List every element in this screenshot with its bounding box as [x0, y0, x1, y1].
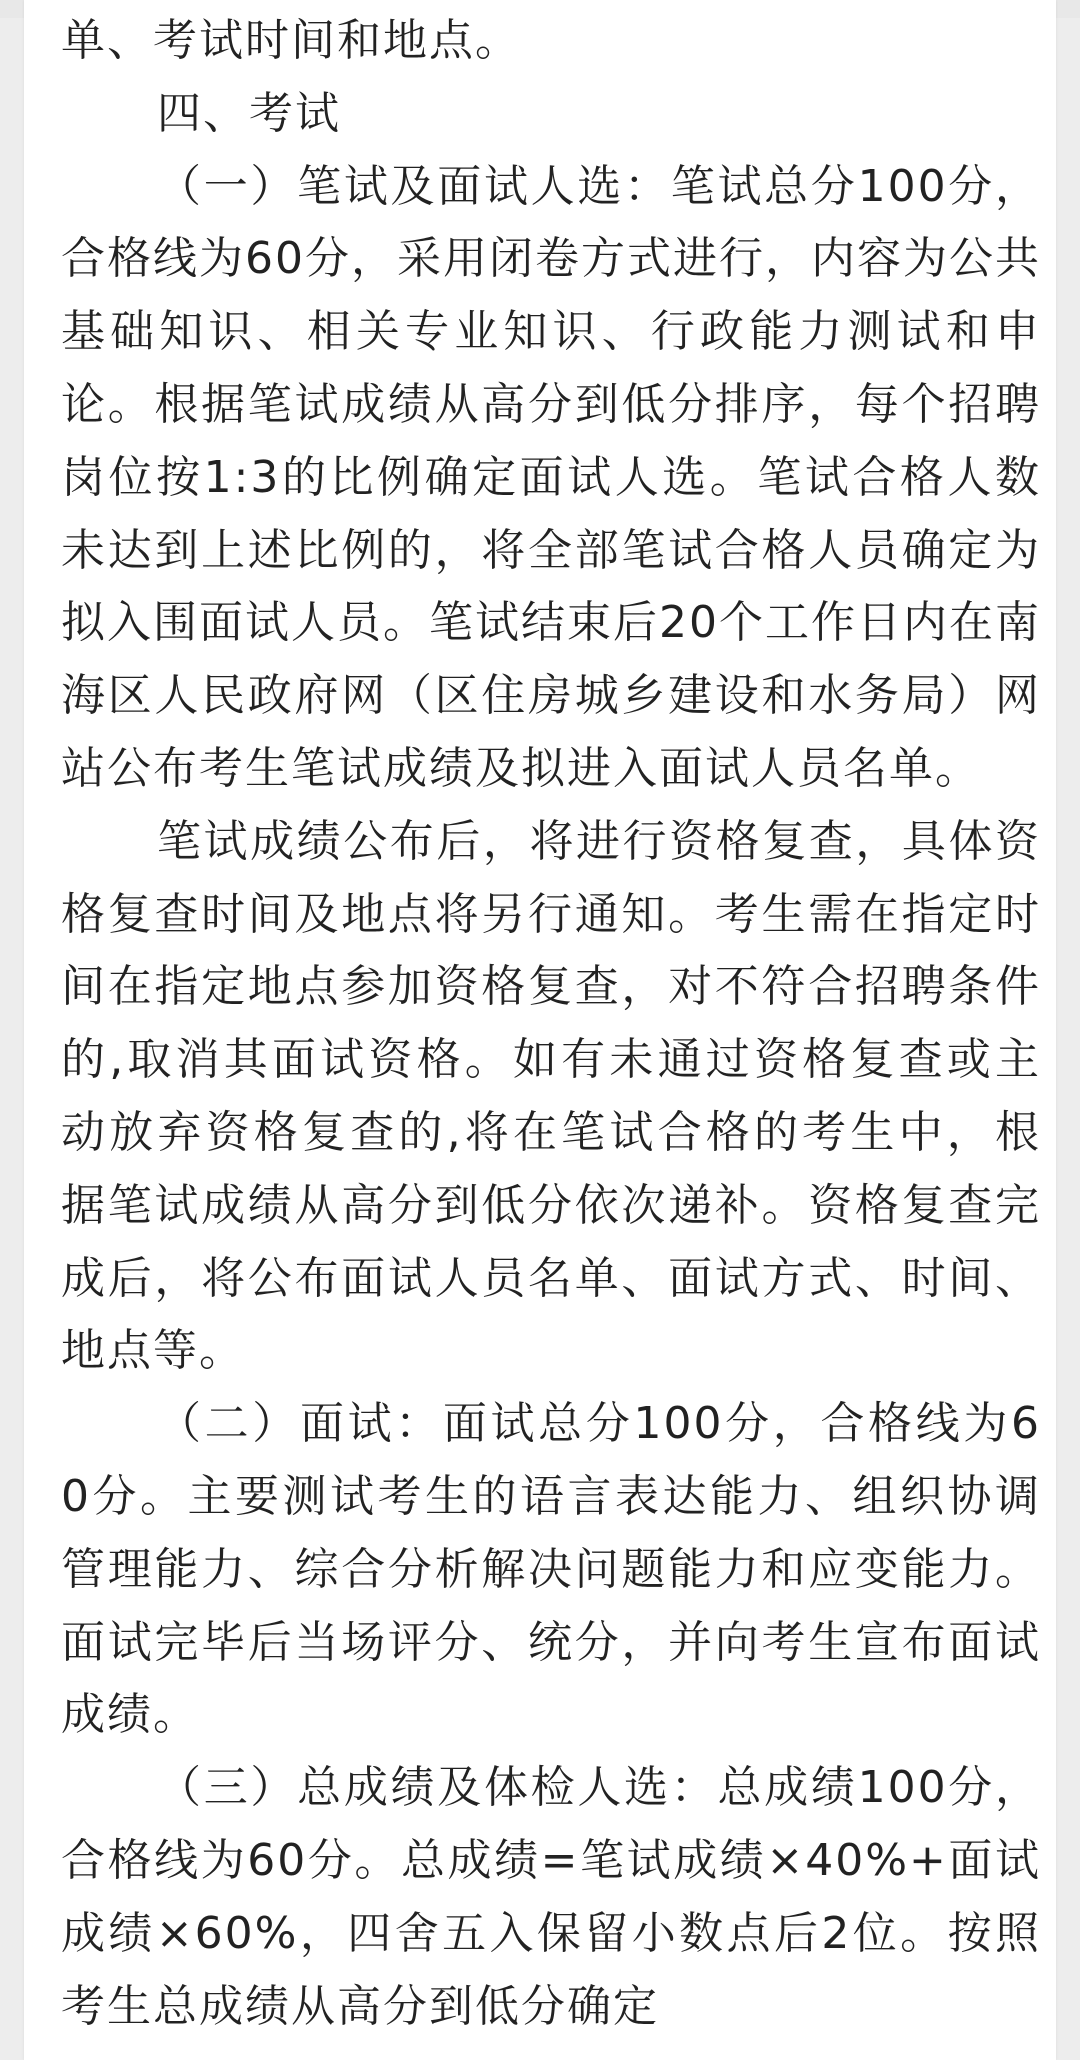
document-body: [61, 5, 1041, 2043]
paragraph-qualification-review: 笔试成绩公布后，将进行资格复查，具体资格复查时间及地点将另行通知。考生需在指定时间在指定地点参加资格复查，对不符合招聘条件的,取消其面试资格。如有未通过资格复查或主动放弃资格复查的,将在笔试合格的考生中，根据笔试成绩从高分到低分依次递补。资格复查完成后，将公布面试人员名单、面试方式、时间、地点等。: [61, 815, 1041, 1377]
paragraph-written-exam: （一）笔试及面试人选：笔试总分100分，合格线为60分，采用闭卷方式进行，内容为公共基础知识、相关专业知识、行政能力测试和申论。根据笔试成绩从高分到低分排序，每个招聘岗位按1:3的比例确定面试人选。笔试合格人数未达到上述比例的，将全部笔试合格人员确定为拟入围面试人员。笔试结束后20个工作日内在南海区人民政府网（区住房城乡建设和水务局）网站公布考生笔试成绩及拟进入面试人员名单。: [61, 160, 1041, 794]
section-heading-exam: 四、考试: [157, 87, 341, 139]
paragraph-interview: （二）面试：面试总分100分，合格线为60分。主要测试考生的语言表达能力、组织协调管理能力、综合分析解决问题能力和应变能力。面试完毕后当场评分、统分，并向考生宣布面试成绩。: [61, 1398, 1041, 1741]
document-page: [24, 0, 1056, 2060]
paragraph-total-score: （三）总成绩及体检人选：总成绩100分，合格线为60分。总成绩=笔试成绩×40%+面试成绩×60%，四舍五入保留小数点后2位。按照考生总成绩从高分到低分确定: [61, 1762, 1041, 2032]
paragraph-contact-tail: 单、考试时间和地点。: [61, 15, 521, 66]
